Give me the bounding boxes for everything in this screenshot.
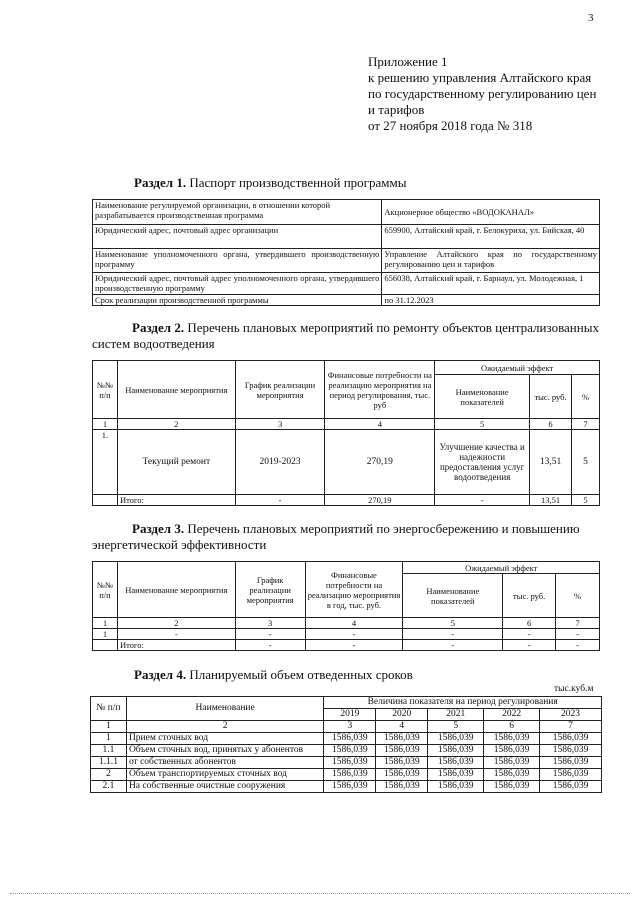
value-cell: 1586,039: [428, 745, 484, 757]
appendix-line: Приложение 1: [368, 54, 448, 69]
row-num: 1: [91, 733, 127, 745]
dash-cell: -: [403, 640, 503, 651]
header-indicator: Наименование показателей: [403, 574, 503, 618]
colnum: 7: [540, 721, 602, 733]
header-percent: %: [556, 574, 600, 618]
passport-value: 656038, Алтайский край, г. Барнаул, ул. Молодежная, 1: [382, 273, 600, 295]
value-cell: 1586,039: [484, 769, 540, 781]
section1-title-text: Паспорт производственной программы: [189, 175, 407, 190]
header-indicator: Наименование показателей: [435, 375, 530, 419]
row-num: 1.1.1: [91, 757, 127, 769]
colnum: 1: [93, 618, 118, 629]
table-row: [93, 430, 600, 495]
header-name: Наименование: [126, 697, 323, 721]
section1-title: [134, 175, 406, 191]
value-cell: 1586,039: [376, 733, 428, 745]
colnum: 2: [126, 721, 323, 733]
header-thousand: тыс. руб.: [503, 574, 556, 618]
header-schedule: График реализации мероприятия: [235, 361, 325, 419]
total-indicator: -: [435, 495, 530, 506]
table-row: [91, 733, 602, 745]
value-cell: 1586,039: [540, 769, 602, 781]
value-cell: 1586,039: [540, 757, 602, 769]
table-row: [93, 273, 600, 295]
value-cell: 1586,039: [324, 745, 376, 757]
table-row: [91, 769, 602, 781]
colnum: 2: [117, 419, 235, 430]
unit-label: тыс.куб.м: [554, 684, 594, 694]
value-cell: 1586,039: [376, 757, 428, 769]
passport-key: Наименование регулируемой организации, в отношении которой разрабатывается производственная программа: [93, 200, 382, 225]
dash-cell: -: [235, 629, 305, 640]
header-num: №№ п/п: [93, 361, 118, 419]
appendix-line: по государственному регулированию цен: [368, 86, 597, 101]
colnum: 1: [93, 419, 118, 430]
header-num: №№ п/п: [93, 562, 118, 618]
passport-key: Наименование уполномоченного органа, утвердившего производственную программу: [93, 249, 382, 273]
passport-value: Управление Алтайского края по государственному регулированию цен и тарифов: [382, 249, 600, 273]
page-number: 3: [588, 12, 594, 24]
table-row: [93, 200, 600, 225]
energy-table: [92, 561, 600, 651]
total-label: Итого:: [117, 640, 235, 651]
colnum: 6: [530, 419, 572, 430]
year-header: 2022: [484, 709, 540, 721]
dash-cell: -: [117, 629, 235, 640]
value-cell: 1586,039: [324, 769, 376, 781]
colnum: 5: [435, 419, 530, 430]
appendix-header: [368, 54, 618, 134]
row-schedule: 2019-2023: [235, 430, 325, 495]
value-cell: 1586,039: [484, 757, 540, 769]
value-cell: 1586,039: [484, 745, 540, 757]
table-row: [93, 295, 600, 306]
row-num: 2.1: [91, 781, 127, 793]
colnum: 5: [428, 721, 484, 733]
appendix-line: к решению управления Алтайского края: [368, 70, 592, 85]
header-period: Величина показателя на период регулирования: [324, 697, 602, 709]
year-header: 2021: [428, 709, 484, 721]
total-thousand: 13,51: [530, 495, 572, 506]
value-cell: 1586,039: [376, 745, 428, 757]
value-cell: 1586,039: [376, 769, 428, 781]
value-cell: 1586,039: [324, 757, 376, 769]
dash-cell: -: [503, 629, 556, 640]
passport-value: 659900, Алтайский край, г. Белокуриха, ул. Бийская, 40: [382, 225, 600, 249]
table-row: [93, 629, 600, 640]
dash-cell: -: [556, 640, 600, 651]
value-cell: 1586,039: [324, 781, 376, 793]
header-thousand: тыс. руб.: [530, 375, 572, 419]
colnum: 5: [403, 618, 503, 629]
total-schedule: -: [235, 495, 325, 506]
row-name: от собственных абонентов: [126, 757, 323, 769]
colnum: 7: [572, 419, 600, 430]
value-cell: 1586,039: [484, 733, 540, 745]
colnum: 1: [91, 721, 127, 733]
year-header: 2019: [324, 709, 376, 721]
colnum: 6: [484, 721, 540, 733]
section4-label: Раздел 4.: [134, 667, 187, 682]
colnum: 2: [117, 618, 235, 629]
colnum: 6: [503, 618, 556, 629]
dash-cell: -: [235, 640, 305, 651]
section2-title: [92, 320, 602, 352]
row-thousand: 13,51: [530, 430, 572, 495]
volume-table: [90, 696, 602, 793]
blank-cell: [93, 640, 118, 651]
table-row: [91, 745, 602, 757]
header-effect: Ожидаемый эффект: [403, 562, 600, 574]
header-name: Наименование мероприятия: [117, 361, 235, 419]
table-row: [93, 361, 600, 375]
passport-key: Срок реализации производственной программы: [93, 295, 382, 306]
section4-title: [134, 667, 413, 683]
value-cell: 1586,039: [540, 745, 602, 757]
dash-cell: -: [305, 629, 403, 640]
table-row: [93, 618, 600, 629]
passport-key: Юридический адрес, почтовый адрес организации: [93, 225, 382, 249]
section4-title-text: Планируемый объем отведенных сроков: [189, 667, 413, 682]
header-finance: Финансовые потребности на реализацию мероприятия в год, тыс. руб.: [305, 562, 403, 618]
table-row: [93, 562, 600, 574]
table-row: [93, 640, 600, 651]
row-num: 1.: [93, 430, 118, 495]
section2-title-text: Перечень плановых мероприятий по ремонту объектов централизованных систем водоотведения: [92, 320, 599, 351]
total-percent: 5: [572, 495, 600, 506]
appendix-line: от 27 ноября 2018 года № 318: [368, 118, 533, 133]
colnum: 4: [376, 721, 428, 733]
table-row: [93, 249, 600, 273]
total-label: Итого:: [117, 495, 235, 506]
table-row: [91, 697, 602, 709]
row-num: 2: [91, 769, 127, 781]
table-row: [93, 419, 600, 430]
repair-table: [92, 360, 600, 506]
table-row: [91, 721, 602, 733]
row-name: Прием сточных вод: [126, 733, 323, 745]
header-effect: Ожидаемый эффект: [435, 361, 600, 375]
colnum: 7: [556, 618, 600, 629]
passport-value: Акционерное общество «ВОДОКАНАЛ»: [382, 200, 600, 225]
table-row: [91, 781, 602, 793]
row-finance: 270,19: [325, 430, 435, 495]
colnum: 3: [324, 721, 376, 733]
value-cell: 1586,039: [376, 781, 428, 793]
section3-label: Раздел 3.: [132, 521, 185, 536]
dash-cell: -: [556, 629, 600, 640]
table-row: [93, 225, 600, 249]
value-cell: 1586,039: [428, 769, 484, 781]
appendix-line: и тарифов: [368, 102, 425, 117]
value-cell: 1586,039: [428, 733, 484, 745]
row-num: 1.1: [91, 745, 127, 757]
total-finance: 270,19: [325, 495, 435, 506]
row-percent: 5: [572, 430, 600, 495]
passport-value: по 31.12.2023: [382, 295, 600, 306]
year-header: 2020: [376, 709, 428, 721]
dash-cell: -: [305, 640, 403, 651]
blank-cell: [93, 495, 118, 506]
row-name: На собственные очистные сооружения: [126, 781, 323, 793]
header-finance: Финансовые потребности на реализацию мероприятия на период регулирования, тыс. руб: [325, 361, 435, 419]
value-cell: 1586,039: [484, 781, 540, 793]
header-schedule: График реализации мероприятия: [235, 562, 305, 618]
row-name: Текущий ремонт: [117, 430, 235, 495]
year-header: 2023: [540, 709, 602, 721]
colnum: 3: [235, 419, 325, 430]
header-name: Наименование мероприятия: [117, 562, 235, 618]
passport-key: Юридический адрес, почтовый адрес уполномоченного органа, утвердившего производственную программу: [93, 273, 382, 295]
scan-edge-divider: [10, 893, 630, 894]
section3-title: [92, 521, 602, 553]
value-cell: 1586,039: [540, 781, 602, 793]
value-cell: 1586,039: [540, 733, 602, 745]
section2-label: Раздел 2.: [132, 320, 185, 335]
colnum: 4: [325, 419, 435, 430]
section3-title-text: Перечень плановых мероприятий по энергосбережению и повышению энергетической эффективности: [92, 521, 580, 552]
value-cell: 1586,039: [428, 757, 484, 769]
table-row: [91, 757, 602, 769]
row-indicator: Улучшение качества и надежности предоставления услуг водоотведения: [435, 430, 530, 495]
section1-label: Раздел 1.: [134, 175, 187, 190]
dash-cell: -: [503, 640, 556, 651]
passport-table: [92, 199, 600, 306]
row-num: 1: [93, 629, 118, 640]
value-cell: 1586,039: [428, 781, 484, 793]
table-row: [93, 495, 600, 506]
colnum: 3: [235, 618, 305, 629]
dash-cell: -: [403, 629, 503, 640]
value-cell: 1586,039: [324, 733, 376, 745]
row-name: Объем сточных вод, принятых у абонентов: [126, 745, 323, 757]
row-name: Объем транспортируемых сточных вод: [126, 769, 323, 781]
header-percent: %: [572, 375, 600, 419]
colnum: 4: [305, 618, 403, 629]
header-num: № п/п: [91, 697, 127, 721]
